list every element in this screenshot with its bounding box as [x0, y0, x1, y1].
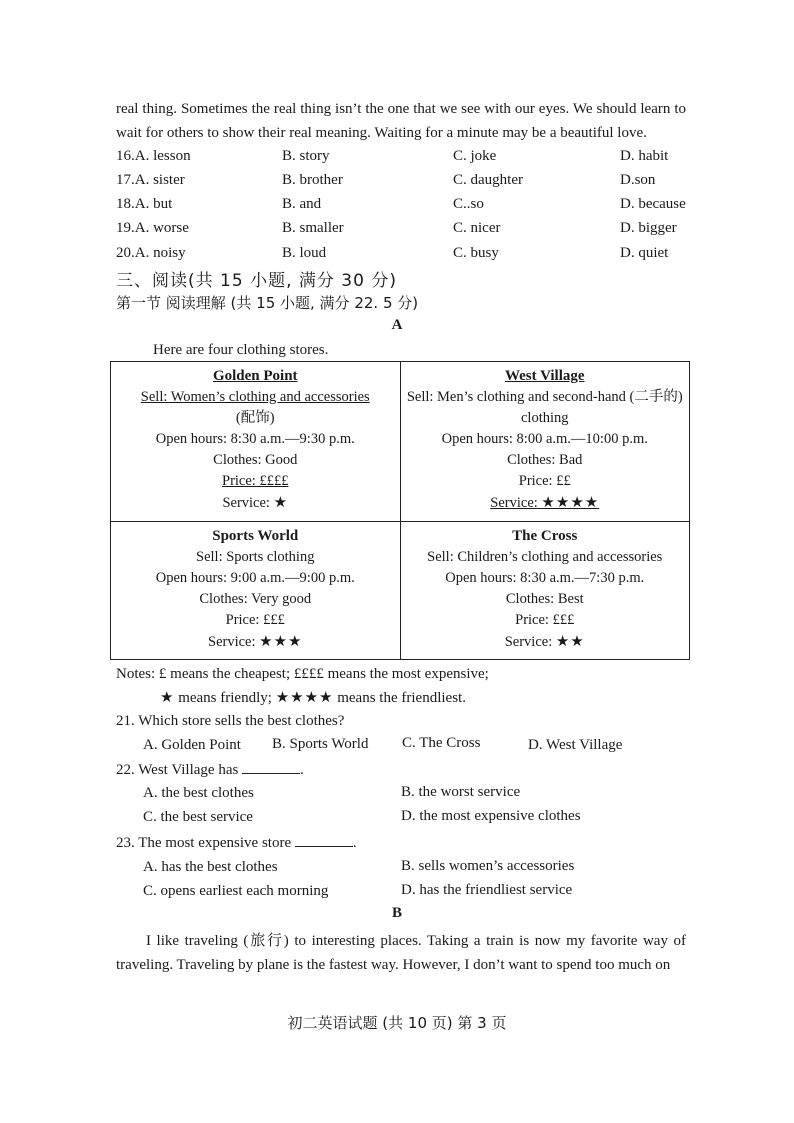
question-22-option-b: B. the worst service	[401, 784, 521, 800]
store-west-village	[400, 362, 690, 522]
cloze-17-a: 17.A. sister	[116, 172, 185, 188]
passage-b-letter: B	[391, 905, 402, 921]
store-service: Service: ★★★	[208, 631, 303, 650]
question-22-stem: 22. West Village has .	[116, 759, 304, 780]
store-sell-cont: (配饰)	[235, 410, 275, 426]
store-name: The Cross	[512, 527, 578, 544]
cloze-18-d: D. because	[620, 196, 686, 212]
store-the-cross	[400, 521, 690, 659]
store-hours: Open hours: 8:30 a.m.—7:30 p.m.	[445, 569, 645, 586]
store-table	[110, 361, 690, 660]
store-sell: Sell: Women’s clothing and accessories	[140, 389, 370, 405]
question-21-option-b: B. Sports World	[272, 736, 369, 752]
store-service: Service: ★★★★	[490, 493, 600, 511]
page-footer: 初二英语试题 (共 10 页) 第 3 页	[287, 1014, 507, 1032]
store-sell: Sell: Men’s clothing and second-hand (二手的)	[406, 389, 683, 405]
question-22-option-c: C. the best service	[143, 809, 253, 825]
star-icon: ★	[160, 688, 175, 706]
store-clothes: Clothes: Very good	[199, 590, 312, 607]
question-23-stem: 23. The most expensive store .	[116, 832, 357, 853]
question-23-option-b: B. sells women’s accessories	[401, 858, 575, 874]
answer-blank	[242, 759, 300, 774]
question-21-option-d: D. West Village	[528, 737, 623, 753]
question-23-option-a: A. has the best clothes	[143, 859, 278, 875]
store-clothes: Clothes: Good	[213, 452, 298, 468]
store-sell: Sell: Sports clothing	[196, 548, 315, 565]
cloze-20-b: B. loud	[282, 245, 327, 261]
question-21-option-a: A. Golden Point	[143, 737, 241, 753]
star-icon: ★★★	[259, 631, 303, 650]
star-icon: ★★	[555, 631, 585, 650]
cloze-17-b: B. brother	[282, 172, 343, 188]
store-clothes: Clothes: Best	[505, 590, 584, 607]
store-hours: Open hours: 8:30 a.m.—9:30 p.m.	[155, 431, 355, 447]
store-price: Price: ££££	[222, 473, 289, 489]
store-hours: Open hours: 9:00 a.m.—9:00 p.m.	[155, 569, 355, 586]
store-service: Service: ★	[222, 493, 289, 511]
store-name: West Village	[504, 368, 585, 384]
store-sell: Sell: Children’s clothing and accessories	[427, 548, 663, 565]
question-21-option-c: C. The Cross	[402, 735, 481, 751]
star-icon: ★	[273, 493, 289, 511]
cloze-16-d: D. habit	[620, 148, 669, 164]
cloze-19-b: B. smaller	[282, 220, 344, 236]
store-golden-point	[111, 362, 401, 522]
question-23-option-c: C. opens earliest each morning	[143, 883, 329, 899]
cloze-17-c: C. daughter	[453, 172, 523, 188]
cloze-19-a: 19.A. worse	[116, 220, 189, 236]
passage-a-intro: Here are four clothing stores.	[153, 342, 329, 358]
cloze-18-b: B. and	[282, 196, 322, 212]
cloze-20-a: 20.A. noisy	[116, 245, 186, 261]
cloze-16-b: B. story	[282, 148, 330, 164]
question-23-option-d: D. has the friendliest service	[401, 882, 573, 898]
cloze-16-a: 16.A. lesson	[116, 148, 191, 164]
store-sell-cont: clothing	[520, 410, 569, 426]
store-hours: Open hours: 8:00 a.m.—10:00 p.m.	[441, 431, 648, 447]
cloze-16-c: C. joke	[453, 148, 497, 164]
intro-paragraph: real thing. Sometimes the real thing isn’t the one that we see with our eyes. We should learn to wait for others to show their real meaning. Waiting for a minute may be a beautiful love.	[116, 101, 686, 141]
store-price: Price: £££	[515, 611, 575, 628]
store-price: Price: ££	[518, 473, 571, 489]
store-name: Golden Point	[212, 368, 298, 384]
section-3-subtitle: 第一节 阅读理解 (共 15 小题, 满分 22. 5 分)	[116, 294, 419, 312]
cloze-20-c: C. busy	[453, 245, 499, 261]
question-22-option-a: A. the best clothes	[143, 785, 254, 801]
notes-line-2: ★ means friendly; ★★★★ means the friendliest.	[160, 688, 466, 706]
section-3-title: 三、阅读(共 15 小题, 满分 30 分)	[116, 271, 397, 291]
store-clothes: Clothes: Bad	[507, 452, 583, 468]
notes-line-1: Notes: £ means the cheapest; ££££ means the most expensive;	[116, 666, 489, 682]
question-22-option-d: D. the most expensive clothes	[401, 808, 581, 824]
store-name: Sports World	[212, 527, 299, 544]
passage-a-letter: A	[391, 317, 403, 333]
store-sports-world	[111, 521, 401, 659]
question-21-stem: 21. Which store sells the best clothes?	[116, 713, 345, 729]
cloze-19-c: C. nicer	[453, 220, 501, 236]
passage-b-paragraph: I like traveling (旅行) to interesting places. Taking a train is now my favorite way of traveling. Traveling by plane is the fastest way. However, I don’t want to spend too much on	[116, 933, 686, 973]
cloze-18-a: 18.A. but	[116, 196, 173, 212]
store-price: Price: £££	[225, 611, 285, 628]
cloze-19-d: D. bigger	[620, 220, 677, 236]
cloze-18-c: C..so	[453, 196, 484, 212]
star-icon: ★★★★	[275, 688, 334, 706]
cloze-20-d: D. quiet	[620, 245, 669, 261]
store-service: Service: ★★	[504, 631, 585, 650]
answer-blank	[295, 832, 353, 847]
star-icon: ★★★★	[541, 493, 600, 511]
cloze-17-d: D.son	[620, 172, 656, 188]
